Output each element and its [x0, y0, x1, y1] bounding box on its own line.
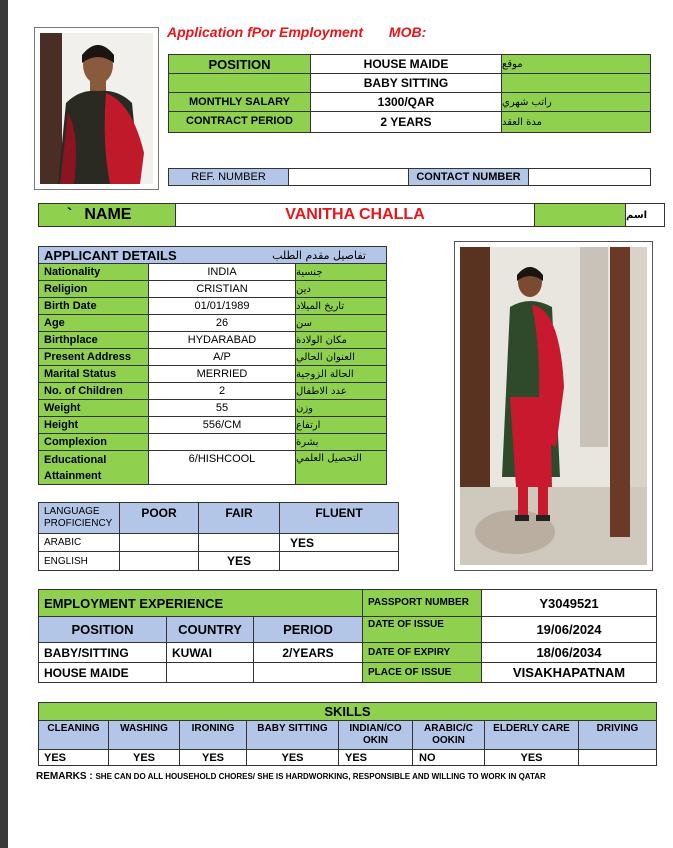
applicant-label: Present Address	[38, 348, 149, 366]
applicant-value: 01/01/1989	[148, 297, 296, 315]
applicant-value: MERRIED	[148, 365, 296, 383]
applicant-label: Birth Date	[38, 297, 149, 315]
form-title	[167, 24, 426, 40]
applicant-value: INDIA	[148, 263, 296, 281]
applicant-ar: عدد الاطفال	[295, 382, 387, 400]
name-value: VANITHA CHALLA	[175, 203, 535, 227]
employment-col-country: COUNTRY	[166, 616, 254, 643]
applicant-label: Marital Status	[38, 365, 149, 383]
applicant-header-ar: تفاصيل مقدم الطلب	[272, 248, 366, 262]
name-tick: `	[67, 206, 73, 223]
form-title-text: Application fPor Employment	[167, 24, 364, 40]
remarks-label: REMARKS :	[36, 771, 93, 782]
employment-col-position: POSITION	[38, 616, 167, 643]
applicant-value: CRISTIAN	[148, 280, 296, 298]
remarks	[36, 771, 666, 782]
language-poor-header: POOR	[119, 502, 199, 534]
name-label	[38, 203, 176, 227]
contact-number-label: CONTACT NUMBER	[408, 168, 529, 186]
contact-number-value[interactable]	[528, 168, 651, 186]
language-arabic-poor	[119, 533, 199, 552]
skill-value: YES	[179, 749, 247, 766]
skill-value: NO	[412, 749, 485, 766]
employment-header: EMPLOYMENT EXPERIENCE	[38, 589, 363, 617]
applicant-ar: ارتفاع	[295, 416, 387, 434]
position-label: POSITION	[168, 54, 311, 74]
position-ar-empty	[501, 73, 651, 93]
ref-number-value[interactable]	[288, 168, 409, 186]
language-english-poor	[119, 551, 199, 571]
portrait-photo	[34, 27, 159, 190]
language-arabic-fluent: YES	[279, 533, 399, 552]
skill-value: YES	[38, 749, 109, 766]
skill-label: IRONING	[179, 720, 247, 750]
applicant-value: HYDARABAD	[148, 331, 296, 349]
applicant-header	[38, 246, 387, 264]
applicant-value: 26	[148, 314, 296, 332]
remarks-text: SHE CAN DO ALL HOUSEHOLD CHORES/ SHE IS HARDWORKING, RESPONSIBLE AND WILLING TO WORK IN QATAR	[95, 772, 546, 781]
language-arabic-label: ARABIC	[38, 533, 120, 552]
applicant-ar: جنسية	[295, 263, 387, 281]
passport-expiry-label: DATE OF EXPIRY	[362, 642, 482, 663]
skill-value: YES	[338, 749, 413, 766]
applicant-label: Religion	[38, 280, 149, 298]
applicant-label: Nationality	[38, 263, 149, 281]
employment-col-period: PERIOD	[253, 616, 363, 643]
contract-value: 2 YEARS	[310, 111, 502, 133]
applicant-value	[148, 433, 296, 451]
passport-number-label: PASSPORT NUMBER	[362, 589, 482, 617]
employment-row-2-period	[253, 662, 363, 683]
skill-label: BABY SITTING	[246, 720, 339, 750]
salary-ar: راتب شهري	[501, 92, 651, 112]
name-empty	[534, 203, 626, 227]
language-header-label: LANGUAGE PROFICIENCY	[38, 502, 120, 534]
applicant-ar: العنوان الحالي	[295, 348, 387, 366]
employment-row-1-period: 2/YEARS	[253, 642, 363, 663]
applicant-label: Weight	[38, 399, 149, 417]
applicant-value: 556/CM	[148, 416, 296, 434]
passport-issue-value: 19/06/2024	[481, 616, 657, 643]
contract-ar: مدة العقد	[501, 111, 651, 133]
employment-row-1-position: BABY/SITTING	[38, 642, 167, 663]
full-body-image	[460, 247, 647, 565]
mob-label: MOB:	[388, 24, 427, 40]
salary-label: MONTHLY SALARY	[168, 92, 311, 112]
language-english-fair: YES	[198, 551, 280, 571]
skill-value: YES	[246, 749, 339, 766]
language-fluent-header: FLUENT	[279, 502, 399, 534]
applicant-ar: تاريخ الميلاد	[295, 297, 387, 315]
applicant-ar: وزن	[295, 399, 387, 417]
applicant-ar: الحالة الزوجية	[295, 365, 387, 383]
passport-place-label: PLACE OF ISSUE	[362, 662, 482, 683]
position-value-2: BABY SITTING	[310, 73, 502, 93]
skill-label: WASHING	[108, 720, 180, 750]
contract-label: CONTRACT PERIOD	[168, 111, 311, 133]
skill-label: DRIVING	[578, 720, 657, 750]
applicant-value: 55	[148, 399, 296, 417]
applicant-label: Age	[38, 314, 149, 332]
language-english-fluent	[279, 551, 399, 571]
skill-value: YES	[108, 749, 180, 766]
applicant-value: A/P	[148, 348, 296, 366]
applicant-label: No. of Children	[38, 382, 149, 400]
employment-row-2-country	[166, 662, 254, 683]
skill-label: ARABIC/C OOKIN	[412, 720, 485, 750]
applicant-label: Complexion	[38, 433, 149, 451]
language-arabic-fair	[198, 533, 280, 552]
position-value-1: HOUSE MAIDE	[310, 54, 502, 74]
passport-number-value: Y3049521	[481, 589, 657, 617]
language-fair-header: FAIR	[198, 502, 280, 534]
applicant-label: Height	[38, 416, 149, 434]
applicant-label: Educational Attainment	[38, 450, 149, 485]
skill-label: INDIAN/CO OKIN	[338, 720, 413, 750]
skill-value	[578, 749, 657, 766]
applicant-ar: مكان الولادة	[295, 331, 387, 349]
skill-label: ELDERLY CARE	[484, 720, 579, 750]
passport-issue-label: DATE OF ISSUE	[362, 616, 482, 643]
language-english-label: ENGLISH	[38, 551, 120, 571]
position-label-empty	[168, 73, 311, 93]
position-ar: موقع	[501, 54, 651, 74]
skill-value: YES	[484, 749, 579, 766]
applicant-label: Birthplace	[38, 331, 149, 349]
applicant-value: 6/HISHCOOL	[148, 450, 296, 485]
ref-number-label: REF. NUMBER	[168, 168, 289, 186]
name-ar: اسم	[625, 203, 665, 227]
passport-expiry-value: 18/06/2034	[481, 642, 657, 663]
applicant-ar: التحصيل العلمي	[295, 450, 387, 485]
applicant-ar: سن	[295, 314, 387, 332]
name-label-text: NAME	[84, 206, 132, 223]
application-form	[8, 0, 673, 848]
skill-label: CLEANING	[38, 720, 109, 750]
applicant-ar: دين	[295, 280, 387, 298]
employment-row-2-position: HOUSE MAIDE	[38, 662, 167, 683]
employment-row-1-country: KUWAI	[166, 642, 254, 663]
salary-value: 1300/QAR	[310, 92, 502, 112]
applicant-ar: بشرة	[295, 433, 387, 451]
portrait-image	[40, 33, 153, 184]
applicant-value: 2	[148, 382, 296, 400]
full-body-photo	[454, 241, 653, 571]
passport-place-value: VISAKHAPATNAM	[481, 662, 657, 683]
applicant-header-text: APPLICANT DETAILS	[44, 247, 177, 263]
skills-header: SKILLS	[38, 702, 657, 721]
